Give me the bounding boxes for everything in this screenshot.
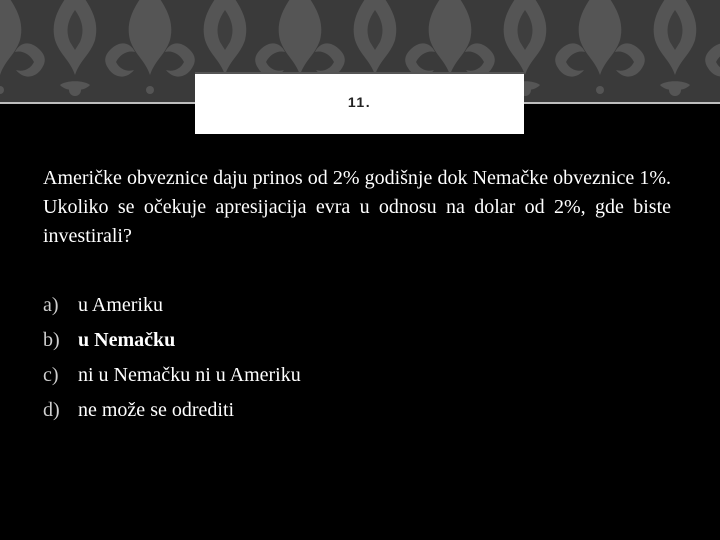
answer-option-b [43, 323, 643, 358]
answer-option-d [43, 393, 643, 428]
answer-text: u Ameriku [78, 294, 163, 316]
answer-letter: b) [43, 329, 60, 351]
answer-option-c [43, 358, 643, 393]
answer-letter: c) [43, 364, 59, 386]
slide-title-box [195, 72, 524, 134]
answer-letter: a) [43, 294, 59, 316]
answer-letter: d) [43, 399, 60, 421]
question-text: Američke obveznice daju prinos od 2% godišnje dok Nemačke obveznice 1%. Ukoliko se očekuje apresijacija evra u odnosu na dolar od 2%, gde biste investirali? [43, 167, 671, 247]
answer-option-a [43, 288, 643, 323]
slide-title: 11. [347, 94, 372, 110]
answer-text: ne može se odrediti [78, 399, 235, 421]
answer-text: ni u Nemačku ni u Ameriku [78, 364, 301, 386]
answer-text-correct: u Nemačku [78, 329, 176, 351]
answer-list [43, 288, 643, 428]
